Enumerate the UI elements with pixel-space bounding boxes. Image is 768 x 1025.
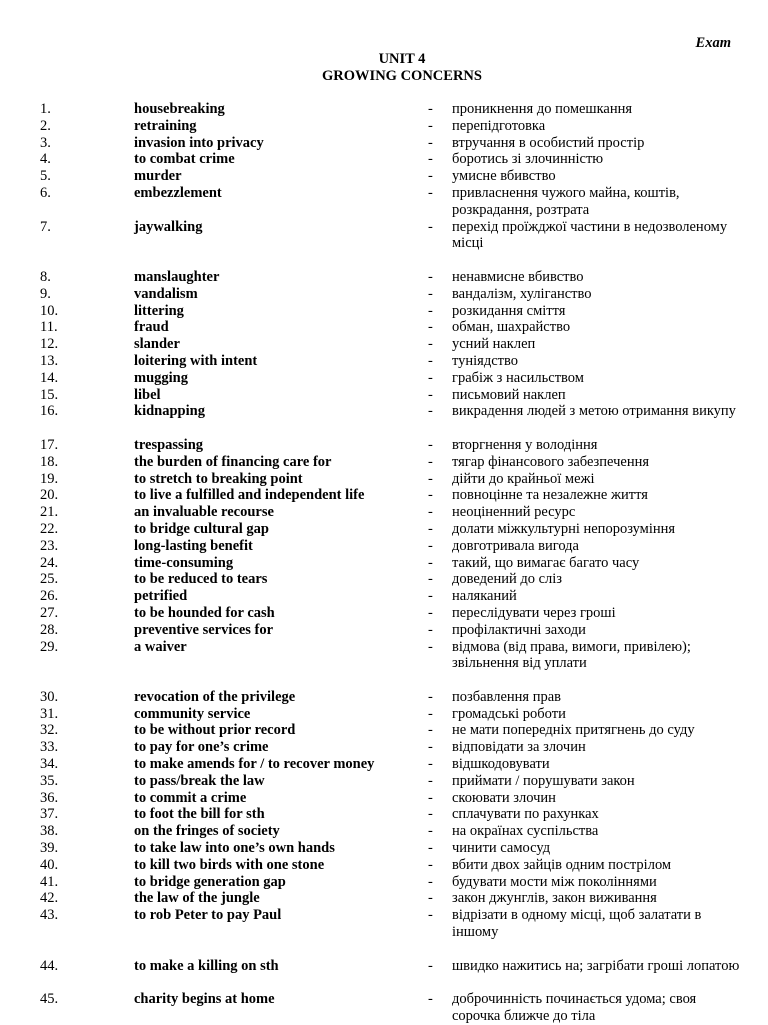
item-number (40, 437, 100, 454)
unit-subtitle: GROWING CONCERNS (322, 68, 482, 84)
item-number-text: 16. (40, 403, 59, 420)
english-term: to bridge generation gap (134, 873, 286, 890)
ukrainian-translation: дійти до крайньої межі (452, 470, 595, 487)
english-term: trespassing (134, 436, 204, 453)
list-item (0, 773, 768, 790)
item-number (40, 756, 100, 773)
ukrainian-translation: тягар фінансового забезпечення (452, 453, 650, 470)
list-item (0, 639, 768, 673)
list-item (0, 185, 768, 219)
exam-label: Exam (695, 35, 731, 51)
item-number (40, 605, 100, 622)
english-term: revocation of the privilege (134, 688, 296, 705)
english-term: to live a fulfilled and independent life (134, 487, 365, 504)
item-number-text: 24. (40, 554, 59, 571)
item-number (40, 387, 100, 404)
item-number (40, 471, 100, 488)
list-item (0, 907, 768, 941)
ukrainian-translation: відшкодовувати (452, 756, 550, 773)
item-number-text: 37. (40, 806, 59, 823)
item-number (40, 571, 100, 588)
item-number (40, 991, 100, 1025)
english-term: to combat crime (134, 151, 235, 168)
item-number (40, 538, 100, 555)
ukrainian-translation: профілактичні заходи (452, 621, 586, 638)
item-number-text: 43. (40, 907, 59, 924)
dash-separator: - (428, 453, 433, 470)
item-number (40, 806, 100, 823)
item-number-text: 17. (40, 436, 59, 453)
english-term: housebreaking (134, 101, 225, 117)
english-term: to be reduced to tears (134, 571, 268, 588)
english-term: to pass/break the law (134, 772, 265, 789)
ukrainian-translation: позбавлення прав (452, 688, 561, 705)
dash-separator: - (428, 436, 433, 453)
item-number (40, 857, 100, 874)
item-number (40, 487, 100, 504)
ukrainian-translation: перехід проїжджої частини в недозволеному місці (452, 218, 728, 252)
item-number (40, 874, 100, 891)
item-number (40, 689, 100, 706)
ukrainian-translation: не мати попередніх притягнень до суду (452, 722, 695, 739)
ukrainian-translation: розкидання сміття (452, 302, 566, 319)
list-item (0, 471, 768, 488)
ukrainian-translation: вторгнення у володіння (452, 436, 598, 453)
english-term: slander (134, 336, 180, 353)
list-item (0, 806, 768, 823)
english-term: mugging (134, 369, 188, 386)
item-number (40, 454, 100, 471)
english-term: to be hounded for cash (134, 604, 275, 621)
item-number (40, 907, 100, 941)
dash-separator: - (428, 302, 433, 319)
ukrainian-translation: громадські роботи (452, 705, 566, 722)
ukrainian-translation: відрізати в одному місці, щоб залатати в іншому (452, 907, 702, 941)
line-gap (0, 672, 768, 689)
dash-separator: - (428, 151, 433, 168)
item-number (40, 773, 100, 790)
ukrainian-translation: боротись зі злочинністю (452, 151, 604, 168)
dash-separator: - (428, 470, 433, 487)
dash-separator: - (428, 487, 433, 504)
list-item (0, 437, 768, 454)
list-item (0, 756, 768, 773)
list-item (0, 151, 768, 168)
dash-separator: - (428, 588, 433, 605)
english-term: kidnapping (134, 403, 205, 420)
item-number-text: 39. (40, 840, 59, 857)
list-item (0, 269, 768, 286)
ukrainian-translation: обман, шахрайство (452, 319, 571, 336)
item-number-text: 4. (40, 151, 51, 168)
list-item (0, 823, 768, 840)
english-term: to rob Peter to pay Paul (134, 907, 282, 924)
english-term: to take law into one’s own hands (134, 840, 335, 857)
item-number-text: 29. (40, 638, 59, 655)
dash-separator: - (428, 184, 433, 201)
dash-separator: - (428, 806, 433, 823)
ukrainian-translation: переслідувати через гроші (452, 604, 616, 621)
item-number-text: 35. (40, 772, 59, 789)
ukrainian-translation: наляканий (452, 588, 517, 605)
list-item (0, 622, 768, 639)
english-term: invasion into privacy (134, 134, 264, 151)
list-item (0, 521, 768, 538)
line-gap (0, 252, 768, 269)
ukrainian-translation: скоювати злочин (452, 789, 556, 806)
dash-separator: - (428, 218, 433, 235)
item-number (40, 555, 100, 572)
dash-separator: - (428, 823, 433, 840)
english-term: libel (134, 386, 161, 403)
dash-separator: - (428, 369, 433, 386)
english-term: to bridge cultural gap (134, 520, 269, 537)
list-item (0, 353, 768, 370)
ukrainian-translation: викрадення людей з метою отримання викупу (452, 403, 736, 420)
list-item (0, 454, 768, 471)
dash-separator: - (428, 168, 433, 185)
item-number-text: 27. (40, 604, 59, 621)
list-item (0, 370, 768, 387)
ukrainian-translation: відповідати за злочин (452, 739, 586, 756)
dash-separator: - (428, 756, 433, 773)
item-number-text: 26. (40, 588, 59, 605)
dash-separator: - (428, 873, 433, 890)
item-number (40, 101, 100, 118)
item-number (40, 403, 100, 420)
dash-separator: - (428, 907, 433, 924)
list-item (0, 722, 768, 739)
item-number-text: 23. (40, 537, 59, 554)
item-number (40, 823, 100, 840)
list-item (0, 874, 768, 891)
item-number-text: 25. (40, 571, 59, 588)
english-term: to foot the bill for sth (134, 806, 265, 823)
list-item (0, 487, 768, 504)
ukrainian-translation: перепідготовка (452, 117, 546, 134)
ukrainian-translation: такий, що вимагає багато часу (452, 554, 640, 571)
list-item (0, 840, 768, 857)
ukrainian-translation: письмовий наклеп (452, 386, 566, 403)
ukrainian-translation: швидко нажитись на; загрібати гроші лопатою (452, 957, 740, 974)
dash-separator: - (428, 772, 433, 789)
dash-separator: - (428, 991, 433, 1008)
item-number-text: 18. (40, 453, 59, 470)
english-term: to pay for one’s crime (134, 739, 269, 756)
ukrainian-translation: усний наклеп (452, 336, 536, 353)
item-number-text: 36. (40, 789, 59, 806)
dash-separator: - (428, 520, 433, 537)
english-term: to make a killing on sth (134, 957, 279, 974)
list-item (0, 890, 768, 907)
item-number (40, 286, 100, 303)
item-number (40, 135, 100, 152)
list-item (0, 168, 768, 185)
english-term: to be without prior record (134, 722, 296, 739)
ukrainian-translation: повноцінне та незалежне життя (452, 487, 648, 504)
item-number-text: 42. (40, 890, 59, 907)
list-item (0, 991, 768, 1025)
dash-separator: - (428, 840, 433, 857)
dash-separator: - (428, 386, 433, 403)
ukrainian-translation: ненавмисне вбивство (452, 268, 584, 285)
list-item (0, 286, 768, 303)
ukrainian-translation: чинити самосуд (452, 840, 551, 857)
ukrainian-translation: відмова (від права, вимоги, привілею); звільнення від уплати (452, 638, 691, 672)
dash-separator: - (428, 117, 433, 134)
item-number (40, 622, 100, 639)
english-term: embezzlement (134, 184, 222, 201)
ukrainian-translation: сплачувати по рахунках (452, 806, 599, 823)
item-number (40, 319, 100, 336)
line-gap (0, 974, 768, 991)
english-term: charity begins at home (134, 991, 275, 1008)
list-item (0, 504, 768, 521)
item-number-text: 15. (40, 386, 59, 403)
item-number-text: 38. (40, 823, 59, 840)
english-term: the burden of financing care for (134, 453, 332, 470)
english-term: littering (134, 302, 184, 319)
ukrainian-translation: приймати / порушувати закон (452, 772, 635, 789)
dash-separator: - (428, 621, 433, 638)
list-item (0, 219, 768, 253)
item-number-text: 28. (40, 621, 59, 638)
item-number-text: 7. (40, 218, 51, 235)
list-item (0, 571, 768, 588)
dash-separator: - (428, 705, 433, 722)
dash-separator: - (428, 285, 433, 302)
dash-separator: - (428, 504, 433, 521)
list-item (0, 605, 768, 622)
item-number (40, 336, 100, 353)
line-gap (0, 941, 768, 958)
item-number (40, 219, 100, 253)
english-term: retraining (134, 117, 197, 134)
list-item (0, 303, 768, 320)
item-number (40, 790, 100, 807)
ukrainian-translation: проникнення до помешкання (452, 101, 633, 117)
dash-separator: - (428, 134, 433, 151)
list-item (0, 689, 768, 706)
dash-separator: - (428, 957, 433, 974)
english-term: to kill two birds with one stone (134, 856, 325, 873)
line-gap (0, 420, 768, 437)
vocabulary-list (0, 101, 768, 1025)
english-term: murder (134, 168, 182, 185)
dash-separator: - (428, 537, 433, 554)
item-number-text: 20. (40, 487, 59, 504)
dash-separator: - (428, 688, 433, 705)
item-number (40, 303, 100, 320)
ukrainian-translation: туніядство (452, 352, 519, 369)
ukrainian-translation: вбити двох зайців одним пострілом (452, 856, 672, 873)
dash-separator: - (428, 571, 433, 588)
item-number (40, 269, 100, 286)
dash-separator: - (428, 722, 433, 739)
item-number-text: 14. (40, 369, 59, 386)
list-item (0, 555, 768, 572)
list-item (0, 706, 768, 723)
item-number-text: 13. (40, 352, 59, 369)
item-number-text: 9. (40, 285, 51, 302)
ukrainian-translation: привласнення чужого майна, коштів, розкрадання, розтрата (452, 184, 680, 218)
ukrainian-translation: доброчинність починається удома; своя сорочка ближче до тіла (452, 991, 697, 1025)
item-number-text: 12. (40, 336, 59, 353)
ukrainian-translation: грабіж з насильством (452, 369, 584, 386)
item-number-text: 40. (40, 856, 59, 873)
list-item (0, 135, 768, 152)
item-number (40, 706, 100, 723)
dash-separator: - (428, 319, 433, 336)
dash-separator: - (428, 604, 433, 621)
english-term: community service (134, 705, 251, 722)
list-item (0, 588, 768, 605)
item-number (40, 958, 100, 975)
ukrainian-translation: будувати мости між поколіннями (452, 873, 657, 890)
item-number-text: 45. (40, 991, 59, 1008)
dash-separator: - (428, 890, 433, 907)
item-number-text: 33. (40, 739, 59, 756)
ukrainian-translation: втручання в особистий простір (452, 134, 645, 151)
dash-separator: - (428, 101, 433, 117)
item-number (40, 739, 100, 756)
dash-separator: - (428, 336, 433, 353)
item-number (40, 185, 100, 219)
item-number-text: 31. (40, 705, 59, 722)
item-number-text: 10. (40, 302, 59, 319)
item-number (40, 840, 100, 857)
ukrainian-translation: умисне вбивство (452, 168, 556, 185)
list-item (0, 118, 768, 135)
dash-separator: - (428, 638, 433, 655)
item-number (40, 521, 100, 538)
list-item (0, 403, 768, 420)
english-term: on the fringes of society (134, 823, 280, 840)
item-number-text: 22. (40, 520, 59, 537)
list-item (0, 319, 768, 336)
item-number-text: 3. (40, 134, 51, 151)
item-number-text: 32. (40, 722, 59, 739)
item-number-text: 34. (40, 756, 59, 773)
english-term: to make amends for / to recover money (134, 756, 375, 773)
item-number-text: 11. (40, 319, 58, 336)
english-term: a waiver (134, 638, 187, 655)
dash-separator: - (428, 789, 433, 806)
item-number (40, 151, 100, 168)
english-term: loitering with intent (134, 352, 258, 369)
item-number-text: 6. (40, 184, 51, 201)
item-number (40, 353, 100, 370)
dash-separator: - (428, 403, 433, 420)
english-term: preventive services for (134, 621, 274, 638)
item-number (40, 118, 100, 135)
ukrainian-translation: на окраїнах суспільства (452, 823, 599, 840)
list-item (0, 857, 768, 874)
unit-title: UNIT 4 (378, 51, 426, 67)
item-number (40, 639, 100, 673)
item-number-text: 41. (40, 873, 59, 890)
item-number-text: 19. (40, 470, 59, 487)
english-term: to stretch to breaking point (134, 470, 303, 487)
dash-separator: - (428, 352, 433, 369)
item-number-text: 44. (40, 957, 59, 974)
list-item (0, 101, 768, 118)
english-term: vandalism (134, 285, 198, 302)
list-item (0, 958, 768, 975)
english-term: fraud (134, 319, 169, 336)
english-term: manslaughter (134, 268, 220, 285)
item-number (40, 504, 100, 521)
item-number-text: 30. (40, 688, 59, 705)
list-item (0, 387, 768, 404)
dash-separator: - (428, 268, 433, 285)
english-term: jaywalking (134, 218, 203, 235)
item-number-text: 21. (40, 504, 59, 521)
ukrainian-translation: закон джунглів, закон виживання (452, 890, 657, 907)
item-number-text: 1. (40, 101, 51, 117)
item-number-text: 2. (40, 117, 51, 134)
list-item (0, 790, 768, 807)
item-number (40, 722, 100, 739)
dash-separator: - (428, 739, 433, 756)
item-number (40, 168, 100, 185)
english-term: to commit a crime (134, 789, 247, 806)
list-item (0, 739, 768, 756)
item-number (40, 370, 100, 387)
english-term: long-lasting benefit (134, 537, 253, 554)
ukrainian-translation: долати міжкультурні непорозуміння (452, 520, 676, 537)
english-term: petrified (134, 588, 188, 605)
list-item (0, 336, 768, 353)
english-term: an invaluable recourse (134, 504, 274, 521)
item-number (40, 890, 100, 907)
english-term: time-consuming (134, 554, 234, 571)
ukrainian-translation: доведений до сліз (452, 571, 563, 588)
ukrainian-translation: довготривала вигода (452, 537, 579, 554)
item-number-text: 5. (40, 168, 51, 185)
list-item (0, 538, 768, 555)
dash-separator: - (428, 554, 433, 571)
item-number-text: 8. (40, 268, 51, 285)
item-number (40, 588, 100, 605)
ukrainian-translation: вандалізм, хуліганство (452, 285, 592, 302)
dash-separator: - (428, 856, 433, 873)
english-term: the law of the jungle (134, 890, 260, 907)
ukrainian-translation: неоціненний ресурс (452, 504, 576, 521)
